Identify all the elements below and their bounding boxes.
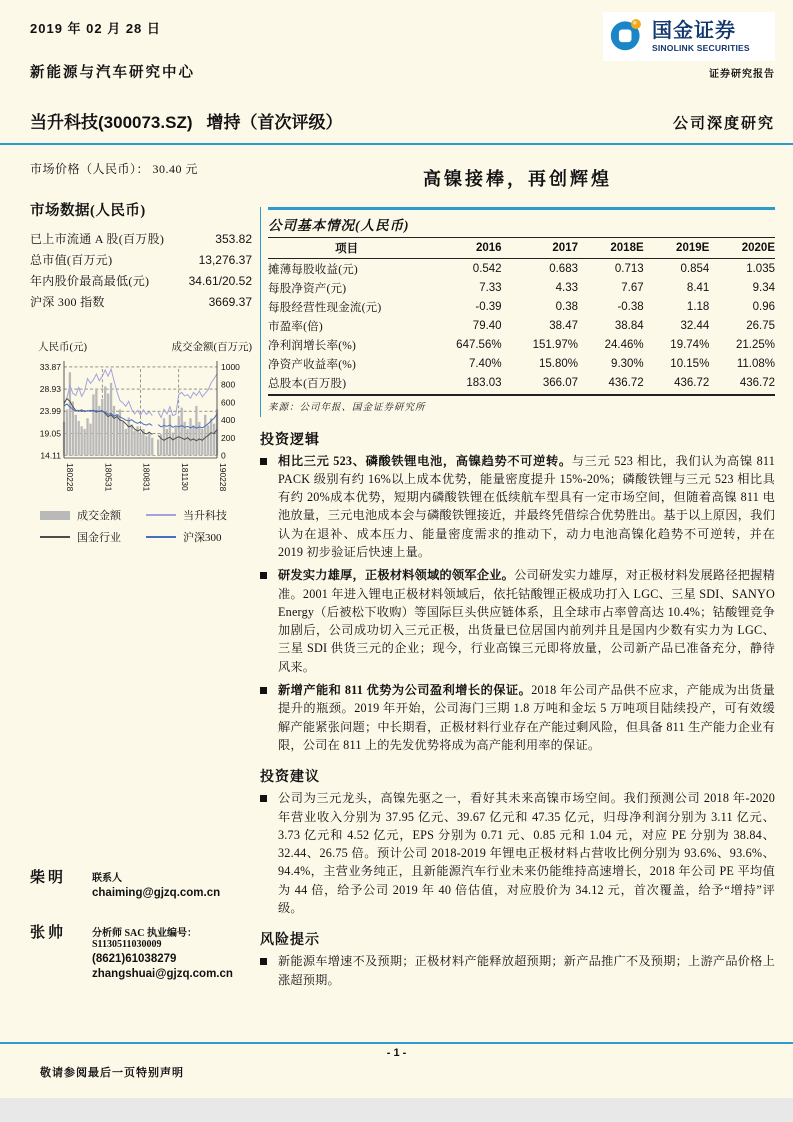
contact-item (30, 921, 252, 980)
volume-bar (151, 438, 153, 456)
fin-row-value: 21.25% (735, 338, 775, 351)
fin-row-label: 总股本(百万股) (268, 373, 425, 395)
fin-row-label: 每股净资产(元) (268, 282, 347, 295)
right-tick-label: 0 (221, 450, 226, 461)
volume-bar (81, 426, 83, 455)
report-tag: 证券研究报告 (709, 69, 775, 80)
volume-bar (66, 409, 68, 455)
fin-row-value: 32.44 (680, 319, 710, 332)
fin-row-value: 9.34 (752, 281, 775, 294)
volume-bar (110, 383, 112, 456)
bullet-text: 相比三元 523、磷酸铁锂电池，高镍趋势不可逆转。与三元 523 相比，我们认为高镍 811 PACK 级别有约 16%以上成本优势，能量密度提升 15%-20%；磷酸铁锂与三元 523 相比具有约 20%成本优势，短期内磷酸铁锂在低续航车型具有一定市场空间，但随着高镍 811 电池放量，三元电池成本会与磷酸铁锂接近，并最终凭借综合优势胜出。基于以上原因，我们认为在退补、成本压力、能量密度需求的推动下，动力电池高镍化趋势不可逆转，并在 2019 初步验证后快速上量。 (278, 453, 776, 559)
volume-bar (75, 415, 77, 456)
volume-bar (122, 422, 124, 456)
volume-bar (195, 406, 197, 456)
legend-item (40, 526, 146, 548)
volume-bar (213, 424, 215, 456)
legend-item (146, 526, 252, 548)
right-tick-label: 200 (221, 432, 236, 443)
fin-row-value: 151.97% (532, 338, 578, 351)
market-data-label: 年内股价最高最低(元) (30, 274, 150, 288)
contact-info (92, 866, 220, 899)
legend-swatch-当升科技 (146, 514, 176, 516)
legend-label: 当升科技 (183, 510, 227, 522)
x-tick-label: 190228 (218, 463, 228, 492)
fin-table-row (268, 316, 775, 335)
legend-label: 国金行业 (77, 532, 121, 544)
volume-bar (98, 406, 100, 456)
volume-bar (181, 408, 183, 456)
market-data-row (30, 250, 252, 271)
bullet-item (260, 566, 775, 676)
bullet-text: 研发实力雄厚，正极材料领域的领军企业。公司研发实力雄厚，对正极材料发展路径把握精准。2001 年进入锂电正极材料领域后，依托钴酸锂正极成功打入 LGC、三星 SDI、SANYO Energy（后被松下收购）等国际巨头供应链体系，且全球市占率曾高达 10.4%；钴酸锂竞争加剧后，公司成功切入三元正极，出货量已位居国内前列并且是国内少数有实力为 LGC、三星 SDI 供货三元的企业；现今，行业高镍三元即将放量，公司新产品已准备充分，静待风来。 (278, 568, 775, 674)
fin-row-value: 8.41 (686, 281, 710, 294)
fin-table (268, 238, 775, 396)
fin-table-header-cell: 2020E (709, 238, 775, 259)
fin-table-row (268, 373, 775, 395)
volume-bar (157, 440, 159, 456)
price-chart-svg (30, 356, 252, 502)
fin-table-title: 公司基本情况(人民币) (268, 210, 775, 238)
fin-row-value: 436.72 (578, 373, 644, 395)
fin-row-value: 0.96 (752, 300, 775, 313)
volume-bar (201, 429, 203, 456)
fin-row-value: 10.15% (670, 357, 710, 370)
bullet-square-icon (260, 958, 267, 965)
market-data-label: 总市值(百万元) (30, 253, 113, 267)
bullet-square-icon (260, 795, 267, 802)
legend-swatch-国金行业 (40, 536, 70, 538)
sidebar (30, 145, 252, 1002)
contact-name: 柴明 (30, 870, 67, 886)
bullet-text: 新增产能和 811 优势为公司盈利增长的保证。2018 年公司产品供不应求，产能成为出货量提升的瓶颈。2019 年开始，公司海门三期 1.8 万吨和金坛 5 万吨项目陆续投产，可有效缓解产能紧张问题；中长期看，正极材料行业存在产能过剩风险，但具备 811 生产能力企业有限，公司在 811 上的先发优势将成为高产能利用率的保证。 (278, 683, 775, 752)
bullet-square-icon (260, 687, 267, 694)
right-tick-label: 1000 (221, 361, 240, 372)
left-axis-title: 人民币(元) (38, 342, 87, 353)
volume-bar (86, 418, 88, 455)
sections (260, 429, 775, 989)
volume-bar (133, 431, 135, 456)
volume-bar (92, 394, 94, 455)
fin-row-label: 每股经营性现金流(元) (268, 301, 382, 314)
market-data-row (30, 271, 252, 292)
stock-title (30, 108, 343, 133)
footer-disclaimer: 敬请参阅最后一页特别声明 (40, 1067, 184, 1079)
fin-table-row (268, 335, 775, 354)
x-tick-label: 180831 (141, 463, 152, 492)
volume-bar (169, 415, 171, 456)
right-tick-label: 600 (221, 397, 236, 408)
right-axis-title: 成交金额(百万元) (171, 342, 252, 353)
fin-row-value: 647.56% (456, 338, 502, 351)
volume-bar (175, 427, 177, 455)
fin-table-row (268, 259, 775, 279)
volume-bar (148, 432, 150, 455)
volume-bar (104, 386, 106, 455)
report-header (0, 0, 793, 133)
report-date: 2019 年 02 月 28 日 (30, 21, 161, 36)
volume-bar (172, 432, 174, 455)
volume-bar (192, 425, 194, 455)
sinolink-logo (603, 12, 775, 61)
volume-bar (128, 417, 130, 455)
fin-table-source: 来源：公司年报、国金证券研究所 (268, 402, 426, 413)
research-center-name: 新能源与汽车研究中心 (30, 65, 195, 81)
fin-table-row (268, 297, 775, 316)
legend-label: 成交金额 (77, 510, 121, 522)
footer-divider (0, 1042, 793, 1044)
market-price-line: 市场价格（人民币）： 30.40 元 (30, 162, 199, 176)
page-footer (0, 1042, 793, 1098)
volume-bar (163, 418, 165, 455)
contact-name: 张帅 (30, 925, 67, 941)
fin-row-label: 净利润增长率(%) (268, 339, 357, 352)
market-data-value: 3669.37 (208, 295, 252, 309)
fin-table-header-cell: 项目 (268, 238, 425, 259)
volume-bar (145, 436, 147, 455)
company-basics-block (260, 207, 775, 417)
volume-bar (139, 434, 141, 455)
legend-swatch-成交金额 (40, 511, 70, 520)
fin-row-value: 1.18 (686, 300, 710, 313)
volume-bar (83, 429, 85, 456)
fin-row-label: 摊薄每股收益(元) (268, 263, 358, 276)
fin-row-value: -0.39 (475, 300, 502, 313)
fin-row-value: 24.46% (604, 338, 644, 351)
fin-table-header-row (268, 238, 775, 259)
section-title: 投资建议 (260, 770, 320, 786)
fin-row-value: 26.75 (746, 319, 775, 332)
contact-role: 分析师 SAC 执业编号：S1130511030009 (92, 928, 198, 950)
market-data-label: 沪深 300 指数 (30, 295, 105, 309)
sinolink-logo-icon (609, 16, 645, 57)
report-type: 公司深度研究 (672, 116, 775, 132)
bullet-item (260, 681, 775, 754)
fin-row-value: 0.683 (549, 262, 578, 275)
fin-row-label: 市盈率(倍) (268, 320, 323, 333)
page-number: - 1 - (386, 1047, 407, 1059)
fin-row-label: 净资产收益率(%) (268, 358, 357, 371)
contact-role: 联系人 (92, 873, 122, 884)
fin-row-value: 7.33 (479, 281, 502, 294)
fin-row-value: 0.854 (680, 262, 710, 275)
report-main-title: 高镍接棒，再创辉煌 (423, 169, 612, 189)
contact-item (30, 866, 252, 899)
legend-item (146, 504, 252, 526)
fin-table-header-cell: 2016 (425, 238, 501, 259)
company-basics-inner (268, 207, 775, 417)
fin-row-value: -0.38 (617, 300, 644, 313)
fin-row-value: 11.08% (736, 357, 775, 370)
left-tick-label: 28.93 (39, 384, 61, 395)
fin-row-value: 0.713 (614, 262, 644, 275)
fin-table-body (268, 259, 775, 395)
contacts (30, 866, 252, 980)
fin-row-value: 0.542 (472, 262, 502, 275)
volume-bar (131, 425, 133, 456)
x-tick-label: 180531 (103, 463, 114, 492)
market-data-row (30, 229, 252, 250)
fin-table-header-cell: 2019E (644, 238, 710, 259)
volume-bar (186, 429, 188, 456)
fin-row-value: 7.67 (621, 281, 644, 294)
fin-table-header-cell: 2017 (502, 238, 578, 259)
volume-bar (78, 421, 80, 456)
volume-bar (95, 390, 97, 456)
left-tick-label: 19.05 (39, 428, 61, 439)
volume-bar (204, 415, 206, 456)
fin-row-value: 4.33 (555, 281, 578, 294)
bullet-square-icon (260, 458, 267, 465)
chart-axis-titles (30, 339, 252, 354)
market-data-label: 已上市流通 A 股(百万股) (30, 232, 165, 246)
price-volume-chart (30, 339, 252, 548)
fin-row-value: 1.035 (746, 262, 775, 275)
brand-text (652, 21, 750, 53)
fin-row-value: 9.30% (611, 357, 644, 370)
market-data-title: 市场数据(人民币) (30, 203, 146, 219)
x-tick-label: 180228 (65, 463, 75, 492)
volume-bar (116, 414, 118, 456)
fin-table-head (268, 238, 775, 259)
left-tick-label: 14.11 (40, 450, 61, 461)
fin-table-row (268, 278, 775, 297)
fin-row-value: 38.84 (614, 319, 644, 332)
fin-row-value: 366.07 (502, 373, 578, 395)
chart-legend (30, 504, 252, 548)
contact-info (92, 921, 252, 980)
section-title: 风险提示 (260, 933, 320, 949)
contact-email[interactable]: chaiming@gjzq.com.cn (92, 887, 221, 899)
fin-row-value: 19.74% (670, 338, 710, 351)
brand-name-en: SINOLINK SECURITIES (652, 42, 750, 53)
brand-name-cn: 国金证券 (652, 19, 736, 42)
fin-row-value: 7.40% (468, 357, 502, 370)
bullet-square-icon (260, 572, 267, 579)
volume-bar (125, 429, 127, 456)
section-title: 投资逻辑 (260, 432, 320, 448)
volume-bar (207, 425, 209, 455)
contact-email[interactable]: zhangshuai@gjzq.com.cn (92, 968, 233, 980)
fin-row-value: 183.03 (425, 373, 501, 395)
title-row (30, 108, 775, 133)
legend-swatch-沪深300 (146, 536, 176, 538)
volume-bar (113, 406, 115, 456)
volume-bar (166, 429, 168, 456)
market-data-row (30, 292, 252, 313)
fin-row-value: 0.38 (555, 300, 578, 313)
fin-table-header-cell: 2018E (578, 238, 644, 259)
volume-bar (178, 417, 180, 456)
left-tick-label: 23.99 (39, 406, 61, 417)
legend-item (40, 504, 146, 526)
brand-block (603, 12, 775, 80)
stock-name-code: 当升科技(300073.SZ) (30, 113, 193, 132)
market-data-rows (30, 229, 252, 313)
right-tick-label: 800 (221, 379, 236, 390)
bullet-item (260, 952, 775, 989)
contact-phone: (8621)61038279 (92, 953, 177, 965)
main-column (260, 145, 775, 1002)
market-data-value: 353.82 (215, 232, 252, 246)
right-tick-label: 400 (221, 415, 236, 426)
fin-table-row (268, 354, 775, 373)
x-tick-label: 181130 (179, 463, 190, 491)
bullet-item (260, 452, 775, 562)
bullet-item (260, 789, 775, 917)
fin-row-value: 436.72 (644, 373, 710, 395)
fin-row-value: 15.80% (538, 357, 578, 370)
left-tick-label: 33.87 (39, 361, 61, 372)
page-content (0, 145, 793, 1002)
rating-label: 增持（首次评级） (206, 113, 343, 132)
fin-row-value: 79.40 (472, 319, 502, 332)
market-data-value: 13,276.37 (198, 253, 252, 267)
volume-bar (89, 424, 91, 456)
bullet-text: 公司为三元龙头，高镍先驱之一，看好其未来高镍市场空间。我们预测公司 2018 年-2020 年营业收入分别为 37.95 亿元、39.67 亿元和 47.35 亿元，归母净利润分别为 3.11 亿元、3.73 亿元和 4.52 亿元，EPS 分别为 0.71 元、0.85 元和 1.04 元，对应 PE 分别为 38.84、32.44、26.75 倍。预计公司 2018-2019 年锂电正极材料占营收比例分别为 93.6%、93.6%、94.4%，主营业务纯正，且新能源汽车行业未来仍能维持高速增长，2018 年公司 PE 平均值为 44 倍，给予公司 2019 年 40 倍估值，对应股价为 34.12 元，首次覆盖，给予“增持”评级。 (278, 791, 775, 916)
fin-row-value: 436.72 (709, 373, 775, 395)
volume-bar (101, 399, 103, 456)
volume-bar (189, 418, 191, 455)
fin-row-value: 38.47 (549, 319, 578, 332)
volume-bar (210, 418, 212, 455)
bullet-text: 新能源车增速不及预期；正极材料产能释放超预期；新产品推广不及预期；上游产品价格上涨超预期。 (278, 954, 775, 987)
market-data-value: 34.61/20.52 (188, 274, 252, 288)
legend-label: 沪深300 (183, 532, 222, 544)
volume-bar (107, 394, 109, 456)
